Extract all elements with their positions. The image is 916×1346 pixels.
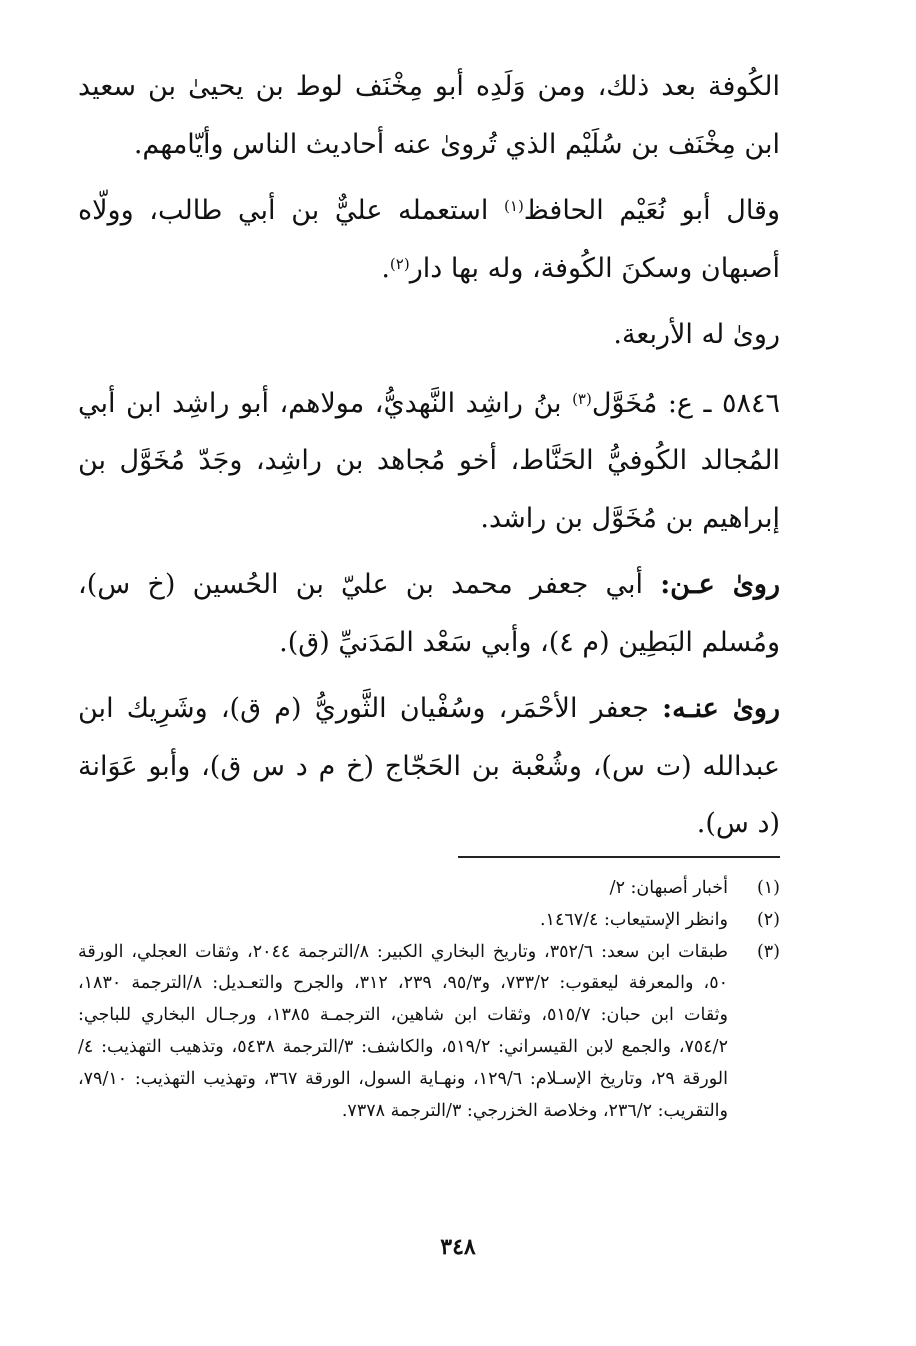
paragraph-narrated-by-four (78, 306, 780, 364)
narrated-from-label: روىٰ عـن: (660, 569, 781, 600)
footnote-number: (٣) (756, 941, 780, 962)
paragraph-narrated-by-four-text: روىٰ له الأربعة. (613, 319, 780, 350)
paragraph-lineage (78, 58, 780, 173)
paragraph-lineage-text: الكُوفة بعد ذلك، ومن وَلَدِه أبو مِخْنَف لوط بن يحيىٰ بن سعيد ابن مِخْنَف بن سُلَيْم الذي تُروىٰ عنه أحاديث الناس وأيّامهم. (78, 71, 780, 160)
footnote-item (78, 905, 780, 937)
footnote-text: طبقات ابن سعد: ٣٥٢/٦، وتاريخ البخاري الكبير: ٨/الترجمة ٢٠٤٤، وثقات العجلي، الورقة ٥٠، والمعرفة ليعقوب: ٧٣٣/٢، و٩٥/٣، ٢٣٩، ٣١٢، والجرح والتعـديل: ٨/الترجمة ١٨٣٠، وثقات ابن حبان: ٥١٥/٧، وثقات ابن شاهين، الترجمـة ١٣٨٥، ورجـال البخاري للباجي: ٧٥٤/٢، والجمع لابن القيسراني: ٥١٩/٢، والكاشف: ٣/الترجمة ٥٤٣٨، وتذهيب التهذيب: ٤/الورقة ٢٩، وتاريخ الإسـلام: ١٢٩/٦، ونهـاية السول، الورقة ٣٦٧، وتهذيب التهذيب: ٧٩/١٠، والتقريب: ٢٣٦/٢، وخلاصة الخزرجي: ٣/الترجمة ٧٣٧٨. (78, 941, 728, 1121)
footnote-ref-2[interactable]: (٢) (389, 254, 410, 273)
paragraph-abu-nuaym-text-c: . (381, 252, 390, 284)
page-number: ٣٤٨ (440, 1234, 476, 1260)
footnote-item (78, 873, 780, 905)
entry-heading (78, 375, 780, 548)
footnotes (78, 873, 780, 1127)
footnote-separator (458, 856, 780, 858)
paragraph-narrated-from (78, 556, 780, 671)
paragraph-abu-nuaym-text-a: وقال أبو نُعَيْم الحافظ (523, 195, 781, 226)
paragraph-abu-nuaym (78, 182, 780, 297)
paragraph-narrated-by (78, 680, 780, 853)
narrated-from-text: أبي جعفر محمد بن عليّ بن الحُسين (خ س)، ومُسلم البَطِين (م ٤)، وأبي سَعْد المَدَنيِّ (ق). (78, 569, 780, 658)
entry-heading-name: ٥٨٤٦ ـ ع: مُخَوَّل (591, 387, 781, 419)
footnote-text: وانظر الإستيعاب: ١٤٦٧/٤. (539, 909, 728, 930)
main-text (78, 58, 780, 853)
footnote-text: أخبار أصبهان: ٢/ (609, 878, 728, 898)
narrated-by-text: جعفر الأحْمَر، وسُفْيان الثَّوريُّ (م ق)، وشَرِيك ابن عبدالله (ت س)، وشُعْبة بن الحَجّاج (خ م د س ق)، وأبو عَوَانة (د س). (78, 693, 780, 839)
footnote-item (78, 937, 780, 1128)
narrated-by-label: روىٰ عنـه: (662, 693, 780, 724)
footnote-ref-3[interactable]: (٣) (572, 389, 592, 408)
footnote-number: (٢) (756, 909, 780, 930)
footnote-number: (١) (756, 878, 780, 898)
paragraph-abu-nuaym-text-b: استعمله عليٌّ بن أبي طالب، وولّاه أصبهان وسكنَ الكُوفة، وله بها دار (78, 195, 780, 284)
entry-heading-text: بنُ راشِد النَّهديُّ، مولاهم، أبو راشِد ابن أبي المُجالد الكُوفيُّ الحَنَّاط، أخو مُجاهد بن راشِد، وجَدّ مُخَوَّل بن إبراهيم بن مُخَوَّل بن راشد. (78, 387, 780, 534)
footnote-ref-1[interactable]: (١) (504, 197, 524, 215)
